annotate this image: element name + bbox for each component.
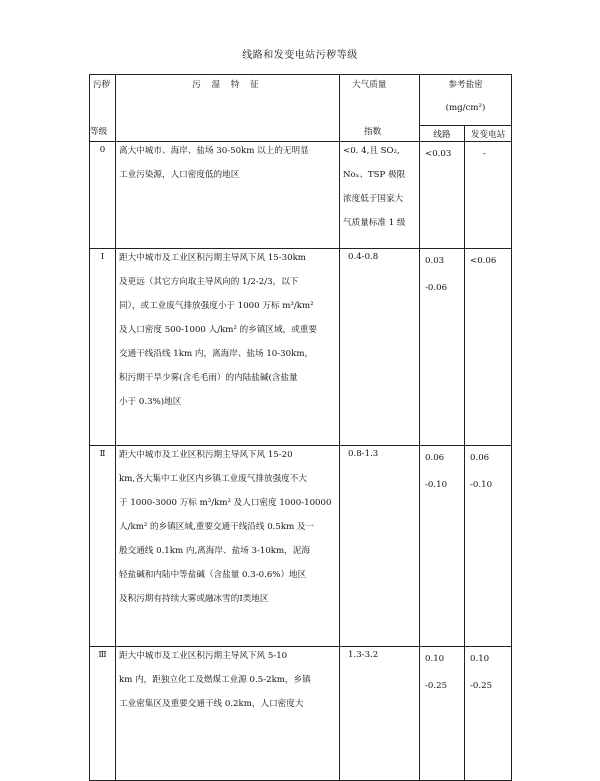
header-air-cell — [340, 75, 420, 142]
feature-line: 积污期干旱少雾(含毛毛雨）的内陆盐碱(含盐量 — [119, 373, 298, 383]
air-line: 1.3-3.2 — [348, 650, 379, 660]
features-cell — [116, 142, 340, 249]
header-air-bottom: 指数 — [364, 127, 382, 137]
header-grade-cell — [90, 75, 116, 142]
feature-line: 工业污染源，人口密度低的地区 — [119, 170, 240, 180]
station-value: <0.06 — [470, 256, 497, 266]
feature-line: 般交通线 0.1km 内,离海岸、盐场 3-10km，泥海 — [119, 546, 310, 556]
line-value: -0.25 — [425, 681, 448, 691]
line-value: <0.03 — [425, 149, 452, 159]
header-grade-top: 污秽 — [93, 80, 111, 90]
line-value: 0.06 — [425, 453, 445, 463]
header-ref-unit: (mg/cm²) — [445, 103, 486, 113]
station-value-cell — [465, 142, 512, 249]
header-features: 污 湿 特 征 — [116, 75, 340, 142]
line-value: 0.10 — [425, 654, 445, 664]
grade-cell: Ⅱ — [90, 446, 116, 647]
feature-line: 及人口密度 500-1000 人/km² 的乡镇区域，或重要 — [119, 325, 317, 335]
line-value: -0.10 — [425, 480, 448, 490]
header-air-top: 大气质量 — [352, 80, 387, 90]
feature-line: 轻盐碱和内陆中等盐碱（含盐量 0.3-0.6%）地区 — [119, 570, 307, 580]
feature-line: 同），或工业废气排放强度小于 1000 万标 m³/km² — [119, 301, 314, 311]
air-cell — [340, 142, 420, 249]
line-value-cell — [420, 142, 465, 249]
feature-line: 人/km² 的乡镇区域,重要交通干线沿线 0.5km 及一 — [119, 522, 315, 532]
line-value-cell — [420, 647, 465, 781]
air-line: 浓度低于国家大 — [343, 194, 404, 204]
air-line: 气质量标准 1 级 — [343, 218, 406, 228]
features-cell — [116, 647, 340, 781]
feature-line: 距大中城市及工业区积污期主导风下风 15-30km — [119, 253, 306, 263]
table-row — [90, 142, 512, 249]
station-value-cell — [465, 249, 512, 446]
feature-line: 距大中城市及工业区积污期主导风下风 5-10 — [119, 651, 288, 661]
table-row — [90, 249, 512, 446]
feature-line: 及积污期有持续大雾或融冰雪的Ⅰ类地区 — [119, 594, 269, 604]
feature-line: 小于 0.3%)地区 — [119, 397, 182, 407]
header-ref-cell — [420, 75, 512, 126]
feature-line: 于 1000-3000 万标 m³/km² 及人口密度 1000-10000 — [119, 498, 332, 508]
feature-line: 及更远（其它方向取主导风向的 1/2-2/3，以下 — [119, 277, 299, 287]
air-cell — [340, 647, 420, 781]
air-line: 0.8-1.3 — [348, 449, 379, 459]
line-value: -0.06 — [425, 283, 448, 293]
features-cell — [116, 249, 340, 446]
line-value-cell — [420, 249, 465, 446]
air-line: 0.4-0.8 — [348, 252, 379, 262]
station-value: -0.25 — [470, 681, 493, 691]
grade-cell: 0 — [90, 142, 116, 249]
page-title: 线路和发变电站污秽等级 — [242, 50, 358, 61]
feature-line: km,各大集中工业区内乡镇工业废气排放强度不大 — [119, 474, 307, 484]
station-value: 0.10 — [470, 654, 490, 664]
feature-line: 交通干线沿线 1km 内，离海岸、盐场 10-30km， — [119, 349, 314, 359]
header-col-line: 线路 — [420, 126, 465, 142]
air-cell — [340, 249, 420, 446]
header-row — [90, 75, 512, 126]
grade-cell: Ⅲ — [90, 647, 116, 781]
station-value: - — [483, 149, 486, 159]
table-row — [90, 446, 512, 647]
table-row — [90, 647, 512, 781]
station-value-cell — [465, 647, 512, 781]
feature-line: 离大中城市、海岸、盐场 30-50km 以上的无明显 — [119, 146, 309, 156]
header-grade-bottom: 等级 — [90, 127, 108, 137]
feature-line: 距大中城市及工业区积污期主导风下风 15-20 — [119, 450, 293, 460]
station-value: -0.10 — [470, 480, 493, 490]
feature-line: km 内，距独立化工及燃煤工业源 0.5-2km，乡镇 — [119, 675, 311, 685]
air-cell — [340, 446, 420, 647]
station-value-cell — [465, 446, 512, 647]
pollution-grade-table — [89, 74, 512, 781]
feature-line: 工业密集区及重要交通干线 0.2km，人口密度大 — [119, 699, 304, 709]
air-line: Noₓ、TSP 极限 — [343, 170, 406, 180]
line-value-cell — [420, 446, 465, 647]
station-value: 0.06 — [470, 453, 490, 463]
header-ref: 参考盐密 — [448, 80, 483, 90]
air-line: <0. 4,且 SO₂, — [343, 146, 400, 156]
features-cell — [116, 446, 340, 647]
line-value: 0.03 — [425, 256, 445, 266]
header-col-station: 发变电站 — [465, 126, 512, 142]
grade-cell: Ⅰ — [90, 249, 116, 446]
